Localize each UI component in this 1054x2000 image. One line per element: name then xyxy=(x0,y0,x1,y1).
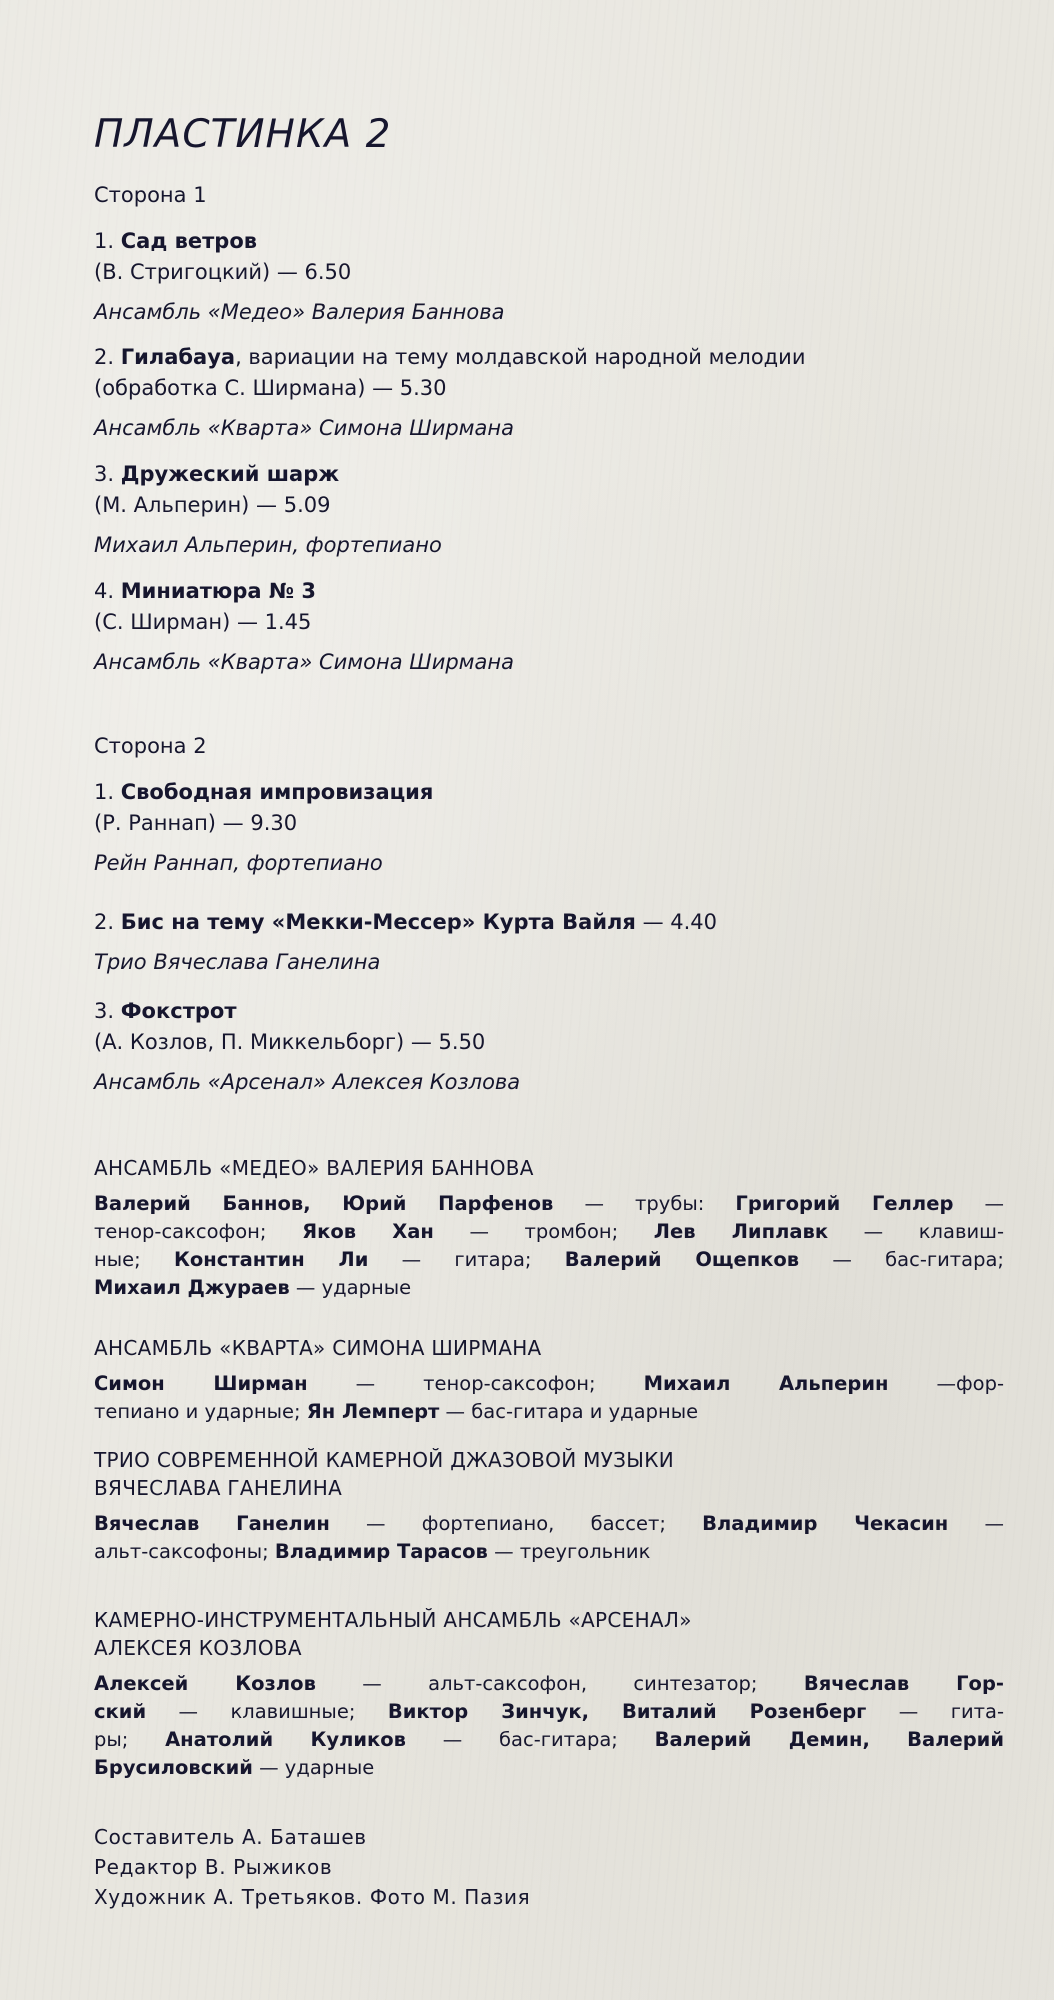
ensemble-members: Симон Ширман — тенор-саксофон; Михаил Альперин —фор- тепиано и ударные; Ян Лемперт — бас-гитара и ударные xyxy=(94,1372,1004,1423)
track-number: 4. xyxy=(94,579,115,603)
track-title: Дружеский шарж xyxy=(120,462,340,486)
side-2-label: Сторона 2 xyxy=(94,734,207,758)
track-composer-duration: (М. Альперин) — 5.09 xyxy=(94,493,331,517)
ensemble-heading-line-1: ТРИО СОВРЕМЕННОЙ КАМЕРНОЙ ДЖАЗОВОЙ МУЗЫКИ xyxy=(94,1448,674,1472)
track-title-suffix: — 4.40 xyxy=(635,910,718,934)
track-title: Сад ветров xyxy=(120,229,258,253)
track-number: 2. xyxy=(94,910,115,934)
track-title-suffix: , вариации на тему молдавской народной мелодии xyxy=(235,345,806,369)
track-composer-duration: (А. Козлов, П. Миккельборг) — 5.50 xyxy=(94,1030,486,1054)
track-composer-duration: (В. Стригоцкий) — 6.50 xyxy=(94,260,352,284)
track-title: Гилабауа xyxy=(120,345,236,369)
track-number: 1. xyxy=(94,780,115,804)
track-composer-duration: (С. Ширман) — 1.45 xyxy=(94,610,312,634)
track-number: 2. xyxy=(94,345,115,369)
ensemble-heading-line-1: КАМЕРНО-ИНСТРУМЕНТАЛЬНЫЙ АНСАМБЛЬ «АРСЕНАЛ» xyxy=(94,1608,692,1632)
ensemble-members: Вячеслав Ганелин — фортепиано, бассет; Владимир Чекасин — альт-саксофоны; Владимир Тарасов — треугольник xyxy=(94,1512,1004,1563)
track-composer-duration: (обработка С. Ширмана) — 5.30 xyxy=(94,376,447,400)
production-credits xyxy=(94,1822,530,1912)
track-title: Фокстрот xyxy=(120,999,237,1023)
ensemble-members: Валерий Баннов, Юрий Парфенов — трубы: Григорий Геллер — тенор-саксофон; Яков Хан — тромбон; Лев Липлавк — клавиш- ные; Константин Ли — гитара; Валерий Ощепков — бас-гитара; Михаил Джураев — ударные xyxy=(94,1192,1004,1299)
credit-compiler: Составитель А. Баташев xyxy=(94,1825,367,1849)
track-composer-duration: (Р. Раннап) — 9.30 xyxy=(94,811,298,835)
track-item xyxy=(94,996,520,1098)
track-item xyxy=(94,777,433,879)
track-title: Бис на тему «Мекки-Мессер» Курта Вайля xyxy=(120,910,636,934)
track-performer: Рейн Раннап, фортепиано xyxy=(94,851,383,875)
ensemble-heading: АНСАМБЛЬ «КВАРТА» СИМОНА ШИРМАНА xyxy=(94,1336,542,1360)
track-item xyxy=(94,459,442,561)
track-item xyxy=(94,342,805,444)
track-performer: Ансамбль «Медео» Валерия Баннова xyxy=(94,300,505,324)
track-performer: Ансамбль «Кварта» Симона Ширмана xyxy=(94,650,514,674)
track-performer: Трио Вячеслава Ганелина xyxy=(94,950,381,974)
track-performer: Ансамбль «Кварта» Симона Ширмана xyxy=(94,416,514,440)
track-item xyxy=(94,907,717,978)
track-item xyxy=(94,576,514,678)
ensemble-kvarta xyxy=(94,1334,1004,1426)
track-number: 3. xyxy=(94,999,115,1023)
ensemble-members: Алексей Козлов — альт-саксофон, синтезатор; Вячеслав Гор- ский — клавишные; Виктор Зинчук, Виталий Розенберг — гита- ры; Анатолий Куликов — бас-гитара; Валерий Демин, Валерий Брусиловский — ударные xyxy=(94,1672,1004,1779)
ensemble-heading-line-2: ВЯЧЕСЛАВА ГАНЕЛИНА xyxy=(94,1476,343,1500)
ensemble-heading: АНСАМБЛЬ «МЕДЕО» ВАЛЕРИЯ БАННОВА xyxy=(94,1156,534,1180)
credit-artist-photo: Художник А. Третьяков. Фото М. Пазия xyxy=(94,1885,531,1909)
track-performer: Михаил Альперин, фортепиано xyxy=(94,533,442,557)
track-performer: Ансамбль «Арсенал» Алексея Козлова xyxy=(94,1070,521,1094)
ensemble-medeo xyxy=(94,1154,1004,1302)
track-number: 3. xyxy=(94,462,115,486)
track-title: Свободная импровизация xyxy=(120,780,434,804)
track-item xyxy=(94,226,504,328)
side-1-label: Сторона 1 xyxy=(94,183,207,207)
track-title: Миниатюра № 3 xyxy=(120,579,317,603)
track-number: 1. xyxy=(94,229,115,253)
record-title: ПЛАСТИНКА 2 xyxy=(94,112,392,158)
ensemble-arsenal xyxy=(94,1606,1004,1782)
credit-editor: Редактор В. Рыжиков xyxy=(94,1855,333,1879)
ensemble-ganelin-trio xyxy=(94,1446,1004,1566)
ensemble-heading-line-2: АЛЕКСЕЯ КОЗЛОВА xyxy=(94,1636,302,1660)
